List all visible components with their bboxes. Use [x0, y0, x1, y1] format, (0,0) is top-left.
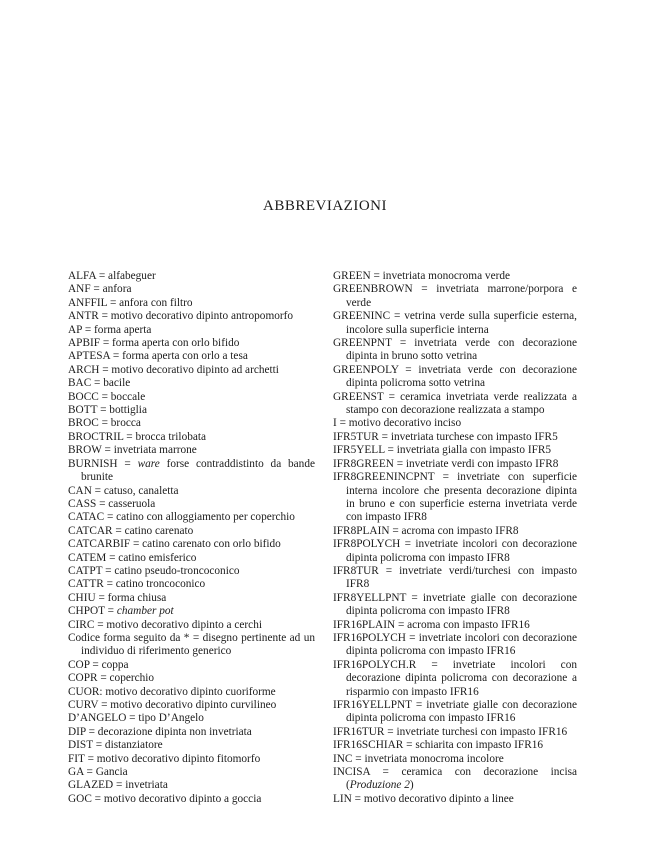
abbreviation-entry: CUOR: motivo decorativo dipinto cuoriforme — [68, 685, 276, 698]
abbreviation-entry: BAC = bacile — [68, 377, 131, 390]
abbreviation-entry: BROC = brocca — [68, 417, 141, 430]
abbreviation-entry: CATTR = catino troncoconico — [68, 578, 206, 591]
abbreviation-entry: IFR8GREENINCPNT = invetriate con superficie interna incolore che presenta decorazione dipinta in bruno e con superficie esterna invetriata verde con impasto IFR8 — [333, 471, 577, 524]
abbreviation-entry: IFR8PLAIN = acroma con impasto IFR8 — [333, 524, 519, 537]
abbreviation-entry: CATPT = catino pseudo-troncoconico — [68, 564, 240, 577]
abbreviation-entry: Codice forma seguito da * = disegno pertinente ad un individuo di riferimento generico — [68, 631, 315, 658]
abbreviation-entry: APBIF = forma aperta con orlo bifido — [68, 337, 240, 350]
abbreviation-entry: CAN = catuso, canaletta — [68, 484, 179, 497]
abbreviations-right-column — [333, 270, 577, 806]
abbreviation-entry: CURV = motivo decorativo dipinto curvilineo — [68, 699, 277, 711]
abbreviation-entry: D’ANGELO = tipo D’Angelo — [68, 712, 204, 725]
abbreviation-entry: IFR5TUR = invetriata turchese con impasto IFR5 — [333, 430, 558, 443]
abbreviation-entry: IFR16SCHIAR = schiarita con impasto IFR16 — [333, 739, 544, 752]
abbreviation-entry: I = motivo decorativo inciso — [333, 417, 462, 430]
abbreviation-entry: CIRC = motivo decorativo dipinto a cerchi — [68, 618, 262, 631]
abbreviation-entry: AP = forma aperta — [68, 323, 152, 336]
abbreviation-entry: CHPOT = chamber pot — [68, 605, 174, 618]
abbreviation-entry: IFR8GREEN = invetriate verdi con impasto IFR8 — [333, 457, 559, 470]
abbreviation-entry: GREENBROWN = invetriata marrone/porpora e verde — [333, 283, 577, 309]
abbreviation-entry: ANFFIL = anfora con filtro — [68, 296, 193, 309]
abbreviation-entry: IFR16POLYCH.R = invetriate incolori con decorazione dipinta policroma con decorazione a risparmio con impasto IFR16 — [333, 658, 577, 698]
abbreviation-entry: GREEN = invetriata monocroma verde — [333, 270, 511, 282]
abbreviation-entry: CASS = casseruola — [68, 497, 156, 510]
abbreviation-entry: GREENPNT = invetriata verde con decorazione dipinta in bruno sotto vetrina — [333, 337, 577, 363]
abbreviation-entry: COP = coppa — [68, 658, 129, 671]
abbreviation-entry: IFR5YELL = invetriata gialla con impasto IFR5 — [333, 444, 552, 457]
abbreviation-entry: GREENST = ceramica invetriata verde realizzata a stampo con decorazione realizzata a stampo — [333, 390, 577, 417]
abbreviation-entry: APTESA = forma aperta con orlo a tesa — [68, 350, 248, 363]
abbreviation-entry: DIST = distanziatore — [68, 739, 163, 752]
abbreviation-entry: BOTT = bottiglia — [68, 404, 147, 417]
abbreviation-entry: IFR8POLYCH = invetriate incolori con decorazione dipinta policroma con impasto IFR8 — [333, 538, 577, 564]
abbreviation-entry: BROW = invetriata marrone — [68, 444, 197, 457]
abbreviation-entry: GREENINC = vetrina verde sulla superficie esterna, incolore sulla superficie interna — [333, 310, 577, 336]
abbreviation-entry: IFR16YELLPNT = invetriate gialle con decorazione dipinta policroma con impasto IFR16 — [333, 699, 577, 725]
abbreviation-entry: ANTR = motivo decorativo dipinto antropomorfo — [68, 310, 294, 323]
abbreviation-entry: GLAZED = invetriata — [68, 779, 168, 792]
abbreviation-entry: IFR16TUR = invetriate turchesi con impasto IFR16 — [333, 725, 568, 738]
abbreviations-left-column — [68, 270, 315, 806]
abbreviation-entry: INCISA = ceramica con decorazione incisa (Produzione 2) — [333, 766, 577, 792]
abbreviation-entry: COPR = coperchio — [68, 672, 155, 685]
abbreviation-entry: CATCARBIF = catino carenato con orlo bifido — [68, 538, 281, 551]
abbreviation-entry: IFR8YELLPNT = invetriate gialle con decorazione dipinta policroma con impasto IFR8 — [333, 591, 577, 618]
abbreviation-entry: CATEM = catino emisferico — [68, 551, 197, 564]
abbreviation-entry: LIN = motivo decorativo dipinto a linee — [333, 792, 514, 805]
abbreviation-entry: INC = invetriata monocroma incolore — [333, 752, 504, 765]
page-title: ABBREVIAZIONI — [263, 198, 387, 214]
abbreviation-entry: CATAC = catino con alloggiamento per coperchio — [68, 511, 295, 524]
abbreviation-entry: BROCTRIL = brocca trilobata — [68, 430, 207, 443]
abbreviation-entry: ALFA = alfabeguer — [68, 270, 156, 282]
abbreviation-entry: IFR8TUR = invetriate verdi/turchesi con impasto IFR8 — [333, 564, 577, 591]
abbreviation-entry: ANF = anfora — [68, 283, 132, 296]
abbreviation-entry: GREENPOLY = invetriata verde con decorazione dipinta policroma sotto vetrina — [333, 363, 577, 390]
abbreviation-entry: GOC = motivo decorativo dipinto a goccia — [68, 792, 262, 805]
abbreviation-entry: FIT = motivo decorativo dipinto fitomorfo — [68, 752, 261, 765]
abbreviation-entry: GA = Gancia — [68, 766, 128, 779]
abbreviation-entry: IFR16PLAIN = acroma con impasto IFR16 — [333, 618, 530, 631]
abbreviation-entry: BOCC = boccale — [68, 390, 146, 403]
abbreviation-entry: ARCH = motivo decorativo dipinto ad archetti — [68, 363, 279, 376]
abbreviation-entry: CATCAR = catino carenato — [68, 524, 194, 537]
abbreviation-entry: BURNISH = ware forse contraddistinto da bande brunite — [68, 457, 315, 484]
abbreviation-entry: CHIU = forma chiusa — [68, 591, 167, 604]
abbreviation-entry: DIP = decorazione dipinta non invetriata — [68, 725, 252, 738]
abbreviation-entry: IFR16POLYCH = invetriate incolori con decorazione dipinta policroma con impasto IFR16 — [333, 631, 577, 658]
